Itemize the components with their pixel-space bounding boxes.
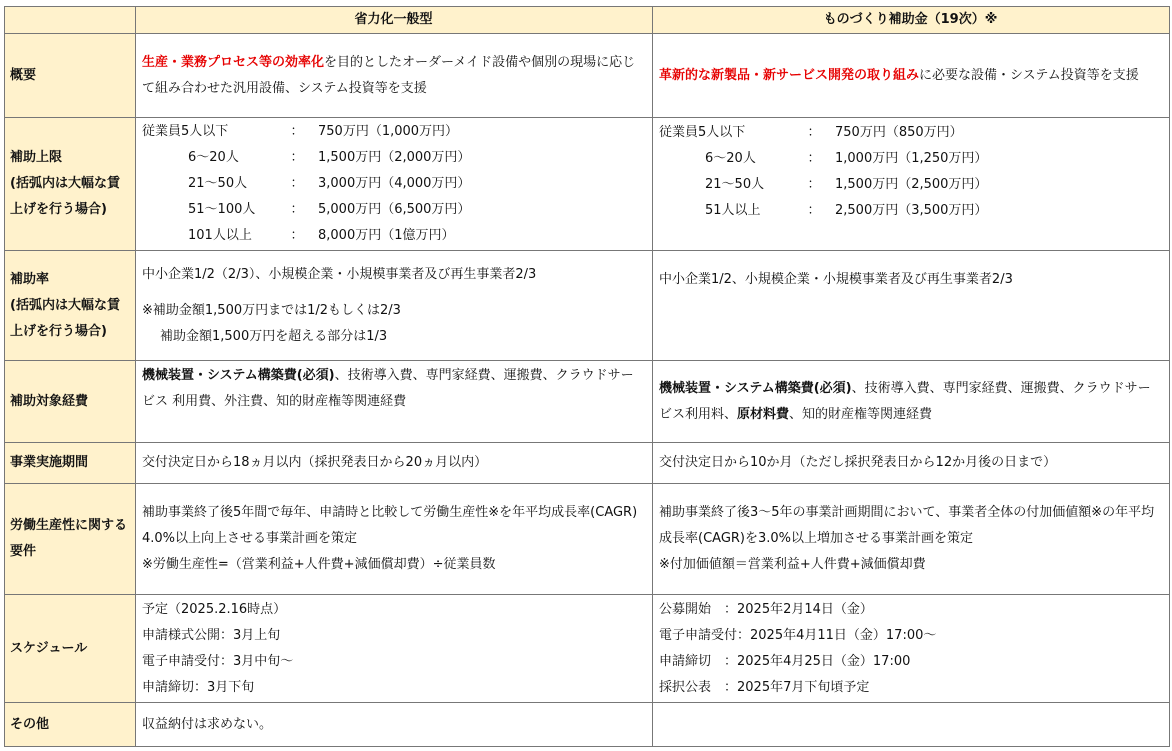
schedule-item: 申請様式公開：3月上旬	[142, 627, 281, 643]
limit-col1-list	[142, 119, 646, 249]
row-expenses	[5, 361, 1170, 443]
row-label-period: 事業実施期間	[5, 443, 136, 484]
expenses-col1-bold: 機械装置・システム構築費(必須)	[142, 368, 335, 383]
row-rate	[5, 251, 1170, 361]
limit-range: 51人以上	[705, 203, 761, 218]
row-label-limit: 補助上限 (括弧内は大幅な賃上げを行う場合)	[5, 118, 136, 251]
schedule-item: 電子申請受付：3月中旬～	[142, 653, 294, 669]
row-schedule	[5, 595, 1170, 703]
overview-col1-highlight: 生産・業務プロセス等の効率化	[142, 54, 325, 70]
limit-item	[142, 197, 646, 223]
productivity-col2-line1: 補助事業終了後3～5年の事業計画期間において、事業者全体の付加価値額※の年平均成長率(CAGR)を3.0%以上増加させる事業計画を策定	[659, 505, 1155, 546]
limit-item	[142, 171, 646, 197]
period-col1: 交付決定日から18ヵ月以内（採択発表日から20ヵ月以内）	[136, 443, 653, 484]
expenses-col2-bold: 機械装置・システム構築費(必須)	[659, 380, 852, 396]
limit-range: 6～20人	[188, 150, 239, 165]
productivity-col2	[653, 484, 1170, 595]
expenses-col2	[653, 361, 1170, 443]
limit-range: 21～50人	[705, 177, 765, 192]
limit-item	[659, 146, 1163, 172]
schedule-item: 電子申請受付：2025年4月11日（金）17:00～	[659, 627, 937, 643]
schedule-item: 予定（2025.2.16時点）	[142, 601, 287, 617]
limit-separator: ：	[290, 176, 304, 191]
limit-separator: ：	[290, 124, 304, 139]
expenses-col1	[136, 361, 653, 443]
limit-range: 51～100人	[188, 202, 256, 217]
limit-amount: 750万円（850万円）	[835, 125, 963, 140]
limit-separator: ：	[290, 150, 304, 165]
rate-col2-line1: 中小企業1/2、小規模企業・小規模事業者及び再生事業者2/3	[659, 272, 1013, 287]
row-limit	[5, 118, 1170, 251]
schedule-item: 申請締切：3月下旬	[142, 679, 255, 695]
rate-col1-note2: 補助金額1,500万円を超える部分は1/3	[160, 328, 388, 344]
period-col2: 交付決定日から10か月（ただし採択発表日から12か月後の日まで）	[653, 443, 1170, 484]
expenses-col2-text: 、技術導入費、専門家経費、運搬費、クラウドサービス利用料、	[659, 380, 1151, 422]
header-col2: ものづくり補助金（19次）※	[653, 7, 1170, 34]
header-corner	[5, 7, 136, 34]
row-label-rate: 補助率 (括弧内は大幅な賃上げを行う場合)	[5, 251, 136, 361]
limit-item	[659, 172, 1163, 198]
limit-separator: ：	[807, 177, 821, 192]
expenses-col2-bold2: 原材料費	[737, 406, 790, 422]
productivity-col1-line2: ※労働生産性=（営業利益+人件費+減価償却費）÷従業員数	[142, 557, 496, 572]
limit-range: 101人以上	[188, 228, 252, 243]
expenses-col2-end: 、知的財産権等関連経費	[789, 406, 933, 422]
row-other	[5, 703, 1170, 747]
limit-amount: 3,000万円（4,000万円）	[318, 176, 471, 191]
limit-separator: ：	[290, 228, 304, 243]
productivity-col1-line1: 補助事業終了後5年間で毎年、申請時と比較して労働生産性※を年平均成長率(CAGR) 4.0%以上向上させる事業計画を策定	[142, 505, 638, 546]
limit-range: 21～50人	[188, 176, 248, 191]
other-col1: 収益納付は求めない。	[136, 703, 653, 747]
overview-col2-text: に必要な設備・システム投資等を支援	[919, 67, 1139, 83]
limit-col2-list	[659, 120, 1163, 224]
limit-col2	[653, 118, 1170, 251]
limit-separator: ：	[807, 151, 821, 166]
schedule-item: 申請締切 ：2025年4月25日（金）17:00	[659, 653, 911, 669]
limit-amount: 5,000万円（6,500万円）	[318, 202, 471, 217]
limit-separator: ：	[807, 125, 821, 140]
limit-amount: 1,500万円（2,000万円）	[318, 150, 471, 165]
rate-col1-line1: 中小企業1/2（2/3）、小規模企業・小規模事業者及び再生事業者2/3	[142, 266, 537, 282]
row-period	[5, 443, 1170, 484]
limit-amount: 2,500万円（3,500万円）	[835, 203, 988, 218]
schedule-item: 公募開始 ：2025年2月14日（金）	[659, 601, 873, 617]
rate-col1-note1: ※補助金額1,500万円までは1/2もしくは2/3	[142, 302, 401, 318]
schedule-col2-list	[659, 597, 1163, 701]
overview-col2	[653, 34, 1170, 118]
limit-separator: ：	[290, 202, 304, 217]
limit-range: 6～20人	[705, 151, 756, 166]
limit-amount: 1,000万円（1,250万円）	[835, 151, 988, 166]
expenses-col1-text: 、技術導入費、専門家経費、運搬費、クラウドサービス 利用費、外注費、知的財産権等関連経費	[142, 368, 634, 409]
rate-col2	[653, 251, 1170, 361]
row-productivity	[5, 484, 1170, 595]
limit-item	[142, 119, 646, 145]
overview-col2-highlight: 革新的な新製品・新サービス開発の取り組み	[659, 67, 920, 83]
limit-amount: 1,500万円（2,500万円）	[835, 177, 988, 192]
row-label-other: その他	[5, 703, 136, 747]
productivity-col2-line2: ※付加価値額＝営業利益+人件費+減価償却費	[659, 557, 926, 572]
header-row	[5, 7, 1170, 34]
row-label-productivity: 労働生産性に関する要件	[5, 484, 136, 595]
limit-amount: 8,000万円（1億万円）	[318, 228, 455, 243]
limit-separator: ：	[807, 203, 821, 218]
schedule-item: 採択公表 ：2025年7月下旬頃予定	[659, 679, 870, 695]
overview-col1-text: を目的としたオーダーメイド設備や個別の現場に応じて組み合わせた汎用設備、システム投資等を支援	[142, 54, 636, 96]
schedule-col1	[136, 595, 653, 703]
limit-item	[142, 145, 646, 171]
row-label-expenses: 補助対象経費	[5, 361, 136, 443]
limit-item	[659, 120, 1163, 146]
row-label-overview: 概要	[5, 34, 136, 118]
limit-col1	[136, 118, 653, 251]
limit-range: 従業員5人以下	[659, 125, 746, 140]
rate-col1	[136, 251, 653, 361]
limit-range: 従業員5人以下	[142, 124, 229, 139]
limit-item	[142, 223, 646, 249]
schedule-col1-list	[142, 597, 646, 701]
row-overview	[5, 34, 1170, 118]
schedule-col2	[653, 595, 1170, 703]
other-col2	[653, 703, 1170, 747]
limit-item	[659, 198, 1163, 224]
limit-amount: 750万円（1,000万円）	[318, 124, 459, 139]
productivity-col1	[136, 484, 653, 595]
overview-col1	[136, 34, 653, 118]
row-label-schedule: スケジュール	[5, 595, 136, 703]
comparison-table	[4, 6, 1170, 747]
header-col1: 省力化一般型	[136, 7, 653, 34]
